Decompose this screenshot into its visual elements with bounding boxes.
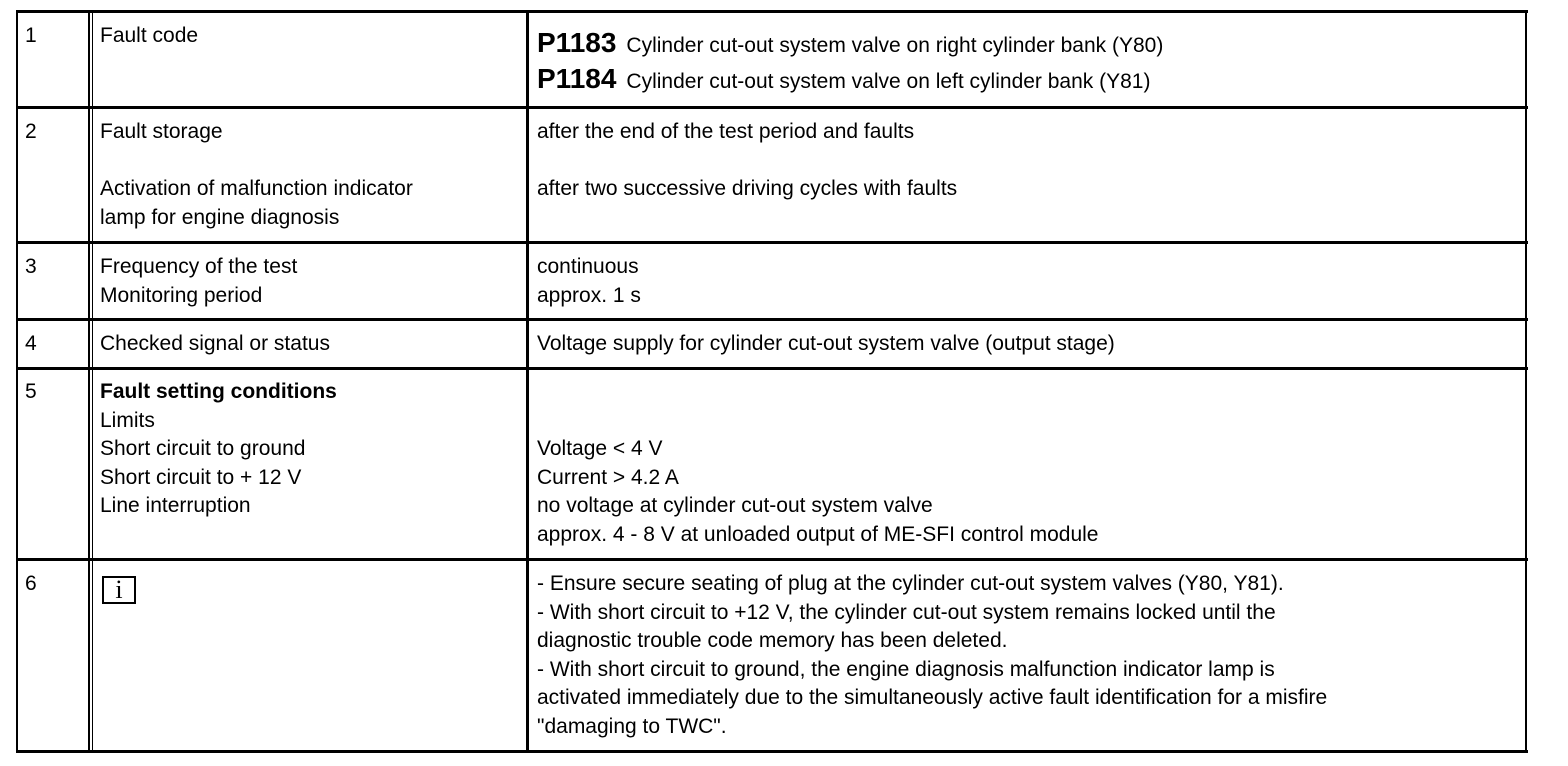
label-line: lamp for engine diagnosis	[100, 205, 340, 229]
label-line: Activation of malfunction indicator	[100, 177, 413, 200]
row-divider	[16, 241, 1528, 244]
label-line: Fault storage	[100, 120, 223, 143]
fault-code-entry	[537, 25, 1163, 61]
row-value	[537, 118, 957, 204]
value-line: Voltage < 4 V	[537, 437, 663, 460]
label-line: Monitoring period	[100, 283, 263, 307]
fault-code-entry	[537, 61, 1163, 97]
row-label	[100, 378, 337, 521]
section-heading: Fault setting conditions	[100, 380, 337, 403]
spacer	[537, 147, 957, 176]
table-right-border	[1525, 10, 1527, 753]
row-number: 3	[25, 255, 37, 278]
row-divider	[16, 558, 1528, 561]
row-label	[100, 118, 413, 232]
column-divider	[88, 10, 90, 753]
fault-code: P1183	[537, 27, 617, 58]
value-line: continuous	[537, 255, 639, 278]
column-divider	[526, 10, 529, 753]
row-divider	[16, 318, 1528, 321]
fault-code: P1184	[537, 63, 617, 94]
spacer	[100, 147, 413, 176]
fault-code-description: Cylinder cut-out system valve on right cylinder bank (Y80)	[626, 34, 1164, 57]
row-number: 5	[25, 380, 37, 403]
table-left-border	[16, 10, 18, 753]
row-label	[100, 253, 297, 310]
value-line: diagnostic trouble code memory has been deleted.	[537, 629, 1008, 652]
row-number: 2	[25, 120, 37, 143]
row-number: 1	[25, 24, 37, 47]
label-line: Limits	[100, 408, 155, 432]
row-label: Checked signal or status	[100, 332, 330, 355]
table-top-border	[16, 10, 1528, 13]
value-line: "damaging to TWC".	[537, 714, 727, 738]
value-line: after the end of the test period and faults	[537, 120, 915, 143]
row-divider	[16, 367, 1528, 370]
label-line: Short circuit to ground	[100, 437, 306, 460]
value-line: approx. 4 - 8 V at unloaded output of ME-SFI control module	[537, 522, 1099, 546]
column-divider	[92, 10, 93, 753]
row-value	[537, 253, 641, 310]
row-value	[537, 435, 1098, 549]
row-number: 4	[25, 332, 37, 355]
fault-code-list	[537, 25, 1163, 97]
value-line: activated immediately due to the simultaneously active fault identification for a misfire	[537, 686, 1328, 709]
value-line: - With short circuit to +12 V, the cylinder cut-out system remains locked until the	[537, 600, 1276, 624]
table-bottom-border	[16, 750, 1528, 753]
value-line: no voltage at cylinder cut-out system valve	[537, 494, 933, 517]
value-line: after two successive driving cycles with faults	[537, 177, 958, 200]
value-line: approx. 1 s	[537, 283, 641, 307]
label-line: Frequency of the test	[100, 255, 298, 278]
row-value: Voltage supply for cylinder cut-out system valve (output stage)	[537, 332, 1115, 355]
label-line: Short circuit to + 12 V	[100, 465, 302, 489]
row-label: Fault code	[100, 24, 199, 47]
row-divider	[16, 106, 1528, 109]
label-line: Line interruption	[100, 494, 251, 517]
value-line: - Ensure secure seating of plug at the cylinder cut-out system valves (Y80, Y81).	[537, 572, 1284, 595]
value-line: - With short circuit to ground, the engine diagnosis malfunction indicator lamp is	[537, 657, 1275, 681]
row-number: 6	[25, 572, 37, 595]
row-value	[537, 570, 1327, 741]
value-line: Current > 4.2 A	[537, 465, 679, 489]
fault-code-description: Cylinder cut-out system valve on left cylinder bank (Y81)	[626, 70, 1151, 93]
info-icon: i	[102, 576, 136, 604]
